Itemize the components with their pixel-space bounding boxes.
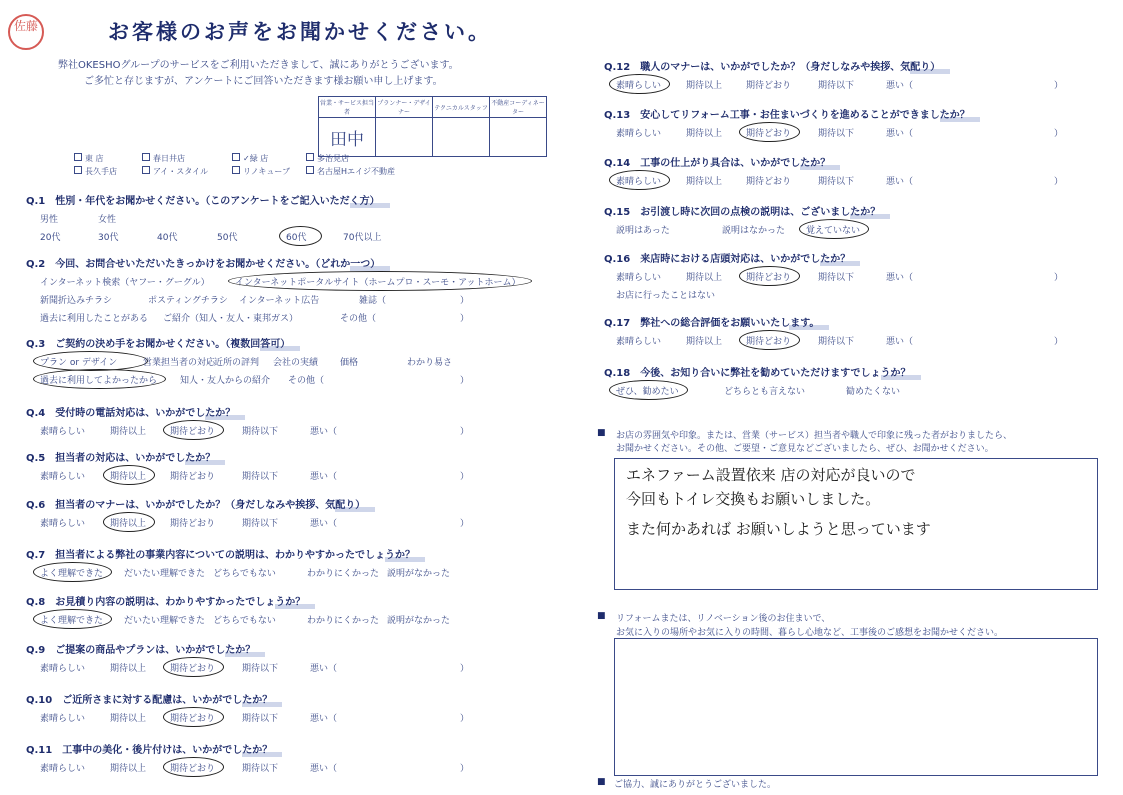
answer-option[interactable]: 悪い（ [310, 427, 338, 437]
closing-paren: ） [460, 472, 470, 482]
answer-option[interactable]: 期待以下 [818, 273, 855, 283]
answer-option[interactable]: よく理解できた [40, 616, 104, 626]
page-title: お客様のお声をお聞かせください。 [108, 20, 492, 44]
left-question-4: Q.4 受付時の電話対応は、いかがでしたか？ [26, 404, 235, 419]
comment-2-bullet: ■ [597, 611, 606, 621]
closing-paren: ） [460, 764, 470, 774]
comment-1-bullet: ■ [597, 428, 606, 438]
answer-option[interactable]: 期待どおり [170, 714, 216, 724]
answer-option[interactable]: ぜひ、勧めたい [616, 387, 679, 397]
answer-option[interactable]: 素晴らしい [616, 129, 662, 139]
answer-option[interactable]: 期待以上 [686, 273, 723, 283]
answer-option[interactable]: 期待どおり [746, 177, 792, 187]
staff-cell[interactable] [433, 118, 490, 157]
answer-option[interactable]: だいたい理解できた [124, 616, 206, 626]
answer-option[interactable]: 悪い（ [310, 714, 338, 724]
comment-1-prompt-1: お店の雰囲気や印象。または、営業（サービス）担当者や職人で印象に残った者がおりましたら、 [616, 431, 1013, 441]
comment-2-prompt-2: お気に入りの場所やお気に入りの時間、暮らし心地など、工事後のご感想をお聞かせください。 [616, 628, 1004, 638]
closing-paren: ） [460, 296, 470, 306]
staff-table [318, 96, 547, 157]
right-question-5: Q.16 来店時における店頭対応は、いかがでしたか？ [604, 250, 850, 265]
closing-paren: ） [460, 664, 470, 674]
answer-option[interactable]: 期待どおり [170, 519, 216, 529]
left-question-10: Q.10 ご近所さまに対する配慮は、いかがでしたか？ [26, 691, 272, 706]
staff-header: 不動産コーディネーター [490, 97, 547, 118]
answer-option[interactable]: 説明はなかった [722, 226, 786, 236]
staff-cell[interactable] [376, 118, 433, 157]
answer-option[interactable]: 悪い（ [310, 472, 338, 482]
closing-paren: ） [1054, 337, 1064, 347]
answer-option[interactable]: どちらでもない [213, 616, 276, 626]
store-checkbox[interactable]: 東 店 [74, 153, 104, 164]
closing-paren: ） [460, 519, 470, 529]
answer-option[interactable]: 期待以上 [686, 177, 723, 187]
answer-option[interactable]: 40代 [157, 233, 178, 243]
answer-option[interactable]: 期待どおり [170, 664, 216, 674]
answer-option[interactable]: 期待以上 [686, 129, 723, 139]
answer-circle [609, 74, 670, 94]
comment-2-box[interactable] [614, 638, 1098, 776]
closing-paren: ） [460, 314, 470, 324]
answer-option[interactable]: 期待以下 [242, 472, 279, 482]
answer-option[interactable]: 60代 [286, 233, 307, 243]
answer-option[interactable]: 価格 [340, 358, 359, 368]
answer-option[interactable]: 悪い（ [310, 519, 338, 529]
answer-option[interactable]: 覚えていない [806, 226, 861, 236]
answer-circle [739, 122, 800, 142]
left-question-6: Q.6 担当者のマナーは、いかがでしたか？（身だしなみや挨拶、気配り） [26, 496, 365, 511]
staff-written-name[interactable]: 田中 [319, 118, 376, 157]
footer-thanks: ご協力、誠にありがとうございました。 [614, 780, 777, 790]
intro-line-1: 弊社OKESHOグループのサービスをご利用いただきまして、誠にありがとうございます。 [58, 60, 459, 71]
answer-option[interactable]: 20代 [40, 233, 61, 243]
answer-option[interactable]: インターネットポータルサイト（ホームプロ・スーモ・アットホーム） [235, 278, 521, 288]
answer-option[interactable]: 悪い（ [886, 129, 914, 139]
comment-1-answer-line-2: 今回もトイレ交換もお願いしました。 [626, 490, 881, 508]
left-question-8: Q.8 お見積り内容の説明は、わかりやすかったでしょうか？ [26, 593, 305, 608]
answer-option[interactable]: 期待以下 [242, 664, 279, 674]
answer-circle [609, 380, 688, 400]
left-question-9: Q.9 ご提案の商品やプランは、いかがでしたか？ [26, 641, 255, 656]
answer-circle [33, 562, 112, 582]
answer-option[interactable]: 男性 [40, 215, 59, 225]
answer-option[interactable]: 期待どおり [746, 337, 792, 347]
answer-option[interactable]: 期待以上 [686, 81, 723, 91]
answer-option[interactable]: 期待以上 [110, 714, 147, 724]
answer-option[interactable]: 説明はあった [616, 226, 670, 236]
answer-option[interactable]: お店に行ったことはない [616, 291, 716, 301]
answer-option[interactable]: 期待どおり [170, 427, 216, 437]
answer-option[interactable]: 悪い（ [310, 764, 338, 774]
answer-option[interactable]: その他（ [340, 314, 377, 324]
answer-option[interactable]: 営業担当者の対応 [143, 358, 216, 368]
closing-paren: ） [1054, 177, 1064, 187]
closing-paren: ） [1054, 129, 1064, 139]
intro-line-2: ご多忙と存じますが、アンケートにご回答いただきます様お願い申し上げます。 [84, 76, 443, 87]
comment-2-prompt-1: リフォームまたは、リノベーション後のお住まいで、 [616, 614, 831, 624]
answer-option[interactable]: 勧めたくない [846, 387, 901, 397]
answer-option[interactable]: 期待以下 [818, 177, 855, 187]
answer-option[interactable]: 悪い（ [886, 337, 914, 347]
staff-header: プランナー・デザイナー [376, 97, 433, 118]
answer-option[interactable]: 悪い（ [886, 273, 914, 283]
answer-option[interactable]: 50代 [217, 233, 238, 243]
right-question-3: Q.14 工事の仕上がり具合は、いかがでしたか？ [604, 154, 830, 169]
answer-option[interactable]: 期待以下 [818, 129, 855, 139]
store-checkbox[interactable]: リノキューブ [232, 166, 290, 177]
answer-option[interactable]: 期待以上 [686, 337, 723, 347]
answer-option[interactable]: 期待以上 [110, 519, 147, 529]
right-question-4: Q.15 お引渡し時に次回の点検の説明は、ございましたか？ [604, 203, 880, 218]
signature-stamp: 佐藤 [8, 14, 44, 50]
answer-option[interactable]: 悪い（ [310, 664, 338, 674]
answer-option[interactable]: 期待どおり [170, 472, 216, 482]
comment-1-answer-line-3: また何かあれば お願いしようと思っています [626, 520, 931, 538]
left-question-3: Q.3 ご契約の決め手をお聞かせください。（複数回答可） [26, 335, 290, 350]
answer-option[interactable]: 会社の実績 [273, 358, 319, 368]
closing-paren: ） [1054, 273, 1064, 283]
staff-cell[interactable] [490, 118, 547, 157]
answer-option[interactable]: どちらとも言えない [724, 387, 806, 397]
answer-option[interactable]: わかりにくかった [307, 569, 380, 579]
store-checkbox[interactable]: アイ・スタイル [142, 166, 208, 177]
answer-option[interactable]: 期待以上 [110, 764, 147, 774]
answer-option[interactable]: 70代以上 [343, 233, 382, 243]
closing-paren: ） [460, 376, 470, 386]
right-question-1: Q.12 職人のマナーは、いかがでしたか？（身だしなみや挨拶、気配り） [604, 58, 940, 73]
answer-option[interactable]: 素晴らしい [40, 714, 86, 724]
answer-circle [33, 369, 166, 389]
answer-circle [739, 330, 800, 350]
store-checkbox[interactable]: 名古屋Hエイジ不動産 [306, 166, 395, 177]
answer-option[interactable]: 悪い（ [886, 177, 914, 187]
answer-option[interactable]: 説明がなかった [387, 616, 451, 626]
answer-option[interactable]: ポスティングチラシ [148, 296, 228, 306]
answer-option[interactable]: 新聞折込みチラシ [40, 296, 113, 306]
closing-paren: ） [1054, 81, 1064, 91]
answer-option[interactable]: 素晴らしい [40, 664, 86, 674]
answer-circle [103, 465, 155, 485]
answer-circle [103, 512, 155, 532]
footer-bullet: ■ [597, 777, 606, 787]
answer-circle [163, 707, 224, 727]
answer-option[interactable]: 素晴らしい [616, 81, 662, 91]
answer-option[interactable]: 素晴らしい [40, 472, 86, 482]
answer-option[interactable]: 素晴らしい [616, 273, 662, 283]
answer-option[interactable]: わかりにくかった [307, 616, 380, 626]
answer-circle [163, 657, 224, 677]
answer-option[interactable]: 説明がなかった [387, 569, 451, 579]
left-question-7: Q.7 担当者による弊社の事業内容についての説明は、わかりやすかったでしょうか？ [26, 546, 415, 561]
left-question-5: Q.5 担当者の対応は、いかがでしたか？ [26, 449, 215, 464]
answer-option[interactable]: だいたい理解できた [124, 569, 206, 579]
answer-option[interactable]: 期待以上 [110, 664, 147, 674]
comment-1-answer-line-1: エネファーム設置依来 店の対応が良いので [626, 466, 916, 484]
left-question-11: Q.11 工事中の美化・後片付けは、いかがでしたか？ [26, 741, 272, 756]
answer-option[interactable]: インターネット広告 [239, 296, 320, 306]
left-question-2: Q.2 今回、お問合せいただいたきっかけをお聞かせください。（どれか一つ） [26, 255, 380, 270]
store-checkbox[interactable]: 春日井店 [142, 153, 185, 164]
staff-header: 営業・サービス担当者 [319, 97, 376, 118]
answer-circle [33, 351, 148, 371]
store-checkbox[interactable]: 多治見店 [306, 153, 349, 164]
answer-option[interactable]: 過去に利用したことがある [40, 314, 149, 324]
answer-option[interactable]: 素晴らしい [616, 337, 662, 347]
answer-circle [163, 757, 224, 777]
answer-option[interactable]: 期待どおり [170, 764, 216, 774]
right-question-2: Q.13 安心してリフォーム工事・お住まいづくりを進めることができましたか？ [604, 106, 970, 121]
answer-circle [163, 420, 224, 440]
answer-option[interactable]: ご紹介（知人・友人・東邦ガス） [163, 314, 299, 324]
answer-option[interactable]: 期待以下 [818, 81, 855, 91]
answer-option[interactable]: 知人・友人からの紹介 [180, 376, 271, 386]
answer-option[interactable]: 過去に利用してよかったから [40, 376, 158, 386]
answer-option[interactable]: 期待以下 [242, 519, 279, 529]
answer-circle [739, 266, 800, 286]
answer-option[interactable]: 期待どおり [746, 273, 792, 283]
right-question-6: Q.17 弊社への総合評価をお願いいたします。 [604, 314, 819, 329]
answer-option[interactable]: 期待以上 [110, 427, 147, 437]
answer-option[interactable]: 期待以下 [242, 764, 279, 774]
answer-option[interactable]: 期待以上 [110, 472, 147, 482]
answer-option[interactable]: 近所の評判 [214, 358, 260, 368]
answer-circle [799, 219, 869, 239]
answer-option[interactable]: プラン or デザイン [40, 358, 118, 368]
left-question-1: Q.1 性別・年代をお聞かせください。（このアンケートをご記入いただく方） [26, 192, 380, 207]
answer-option[interactable]: 期待どおり [746, 129, 792, 139]
answer-option[interactable]: 素晴らしい [40, 427, 86, 437]
answer-option[interactable]: どちらでもない [213, 569, 276, 579]
answer-option[interactable]: 女性 [98, 215, 117, 225]
answer-option[interactable]: インターネット検索（ヤフー・グーグル） [40, 278, 210, 288]
answer-option[interactable]: よく理解できた [40, 569, 104, 579]
closing-paren: ） [460, 714, 470, 724]
answer-circle [609, 170, 670, 190]
answer-circle [33, 609, 112, 629]
answer-option[interactable]: 素晴らしい [616, 177, 662, 187]
answer-circle [279, 226, 322, 246]
answer-option[interactable]: 素晴らしい [40, 519, 86, 529]
answer-option[interactable]: わかり易さ [407, 358, 453, 368]
answer-option[interactable]: 30代 [98, 233, 119, 243]
answer-option[interactable]: 悪い（ [886, 81, 914, 91]
answer-option[interactable]: 期待以下 [242, 427, 279, 437]
store-checkbox[interactable]: 長久手店 [74, 166, 117, 177]
right-question-7: Q.18 今後、お知り合いに弊社を勧めていただけますでしょうか？ [604, 364, 911, 379]
comment-1-prompt-2: お聞かせください。その他、ご要望・ご意見などございましたら、ぜひ、お聞かせください。 [616, 444, 994, 454]
answer-option[interactable]: 雑誌（ [359, 296, 387, 306]
answer-option[interactable]: 期待どおり [746, 81, 792, 91]
store-checkbox-checked[interactable]: ✓緑 店 [232, 153, 268, 164]
staff-header: テクニカルスタッフ [433, 97, 490, 118]
answer-option[interactable]: 素晴らしい [40, 764, 86, 774]
answer-option[interactable]: 期待以下 [818, 337, 855, 347]
answer-option[interactable]: 期待以下 [242, 714, 279, 724]
closing-paren: ） [460, 427, 470, 437]
answer-circle [228, 271, 532, 291]
answer-option[interactable]: その他（ [288, 376, 325, 386]
